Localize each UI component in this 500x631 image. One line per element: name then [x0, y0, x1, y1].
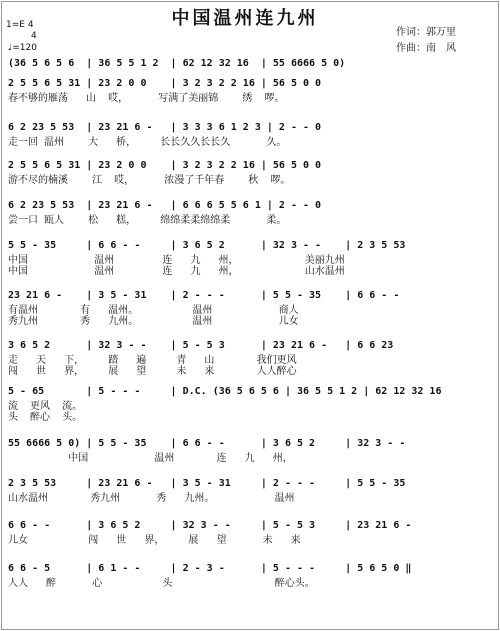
lyric-line: 春不够的雁荡 山 哎， 写满了美丽锦 绣 啰。: [8, 93, 285, 104]
note-line: 2 5 5 6 5 31 | 23 2 0 0 | 3 2 3 2 2 16 | 56 5 0 0: [8, 160, 322, 171]
tempo-mark: ♩=120: [8, 43, 37, 53]
composer-credit: 作曲：南 风: [396, 43, 456, 54]
note-line: 6 2 23 5 53 | 23 21 6 - | 6 6 6 5 5 6 1 | 2 - - 0: [8, 200, 322, 211]
note-line: 3 6 5 2 | 32 3 - - | 5 - 5 3 | 23 21 6 - | 6 6 23: [8, 340, 394, 351]
lyric-line: 有温州 有 温州。 温州 商人: [8, 305, 299, 316]
lyric-line: 尝一口 瓯人 松 糕， 绵绵柔柔绵绵柔 柔。: [8, 215, 287, 226]
lyric-line: 中国 温州 连 九 州， 美丽九州: [8, 255, 345, 266]
lyric-line: 山水温州 秀九州 秀 九州。 温州: [8, 493, 295, 504]
lyric-line: 儿女 闯 世 界， 展 望 未 来: [8, 535, 301, 546]
note-line: 6 6 - 5 | 6 1 - - | 2 - 3 - | 5 - - - | 5 6 5 0 ‖: [8, 563, 412, 574]
song-title: 中国温州连九州: [171, 8, 319, 29]
note-line: 2 5 5 6 5 31 | 23 2 0 0 | 3 2 3 2 2 16 | 56 5 0 0: [8, 78, 322, 89]
lyric-line: 秀九州 秀 九州。 温州 儿女: [8, 316, 299, 327]
lyric-line: 闯 世 界， 展 望 未 来 人人醉心: [8, 366, 297, 377]
lyric-line: 走 天 下， 踏 遍 青 山 我们更风: [8, 355, 297, 366]
lyric-line: 人人 醉 心 头 醉心头。: [8, 578, 315, 589]
time-signature-bottom: 4: [31, 31, 37, 41]
note-line: 6 2 23 5 53 | 23 21 6 - | 3 3 3 6 1 2 3 | 2 - - 0: [8, 122, 322, 133]
lyric-line: 头 醉心 头。: [8, 412, 83, 423]
key-signature: [6, 20, 34, 31]
note-line: 55 6666 5 0) | 5 5 - 35 | 6 6 - - | 3 6 5 2 | 32 3 - -: [8, 438, 406, 449]
lyric-line: 走一回 温州 大 桥， 长长久久长长久 久。: [8, 137, 287, 148]
key-line: 1=E: [6, 20, 25, 30]
note-line: 5 - 65 | 5 - - - | D.C. (36 5 6 5 6 | 36 5 5 1 2 | 62 12 32 16: [8, 386, 442, 397]
lyricist-credit: 作词：郭万里: [396, 27, 456, 38]
note-line: 5 5 - 35 | 6 6 - - | 3 6 5 2 | 32 3 - - | 2 3 5 53: [8, 240, 406, 251]
time-signature-top: 4: [27, 20, 34, 30]
lyric-line: 中国 温州 连 九 州，: [8, 453, 293, 464]
note-line: (36 5 6 5 6 | 36 5 5 1 2 | 62 12 32 16 | 55 6666 5 0): [8, 58, 346, 69]
note-line: 23 21 6 - | 3 5 - 31 | 2 - - - | 5 5 - 35 | 6 6 - -: [8, 290, 400, 301]
note-line: 6 6 - - | 3 6 5 2 | 32 3 - - | 5 - 5 3 | 23 21 6 -: [8, 520, 412, 531]
lyric-line: 流 更风 流。: [8, 401, 83, 412]
note-line: 2 3 5 53 | 23 21 6 - | 3 5 - 31 | 2 - - - | 5 5 - 35: [8, 478, 406, 489]
lyric-line: 中国 温州 连 九 州， 山水温州: [8, 266, 345, 277]
lyric-line: 游不尽的楠溪 江 哎， 浓漫了千年春 秋 啰。: [8, 175, 291, 186]
